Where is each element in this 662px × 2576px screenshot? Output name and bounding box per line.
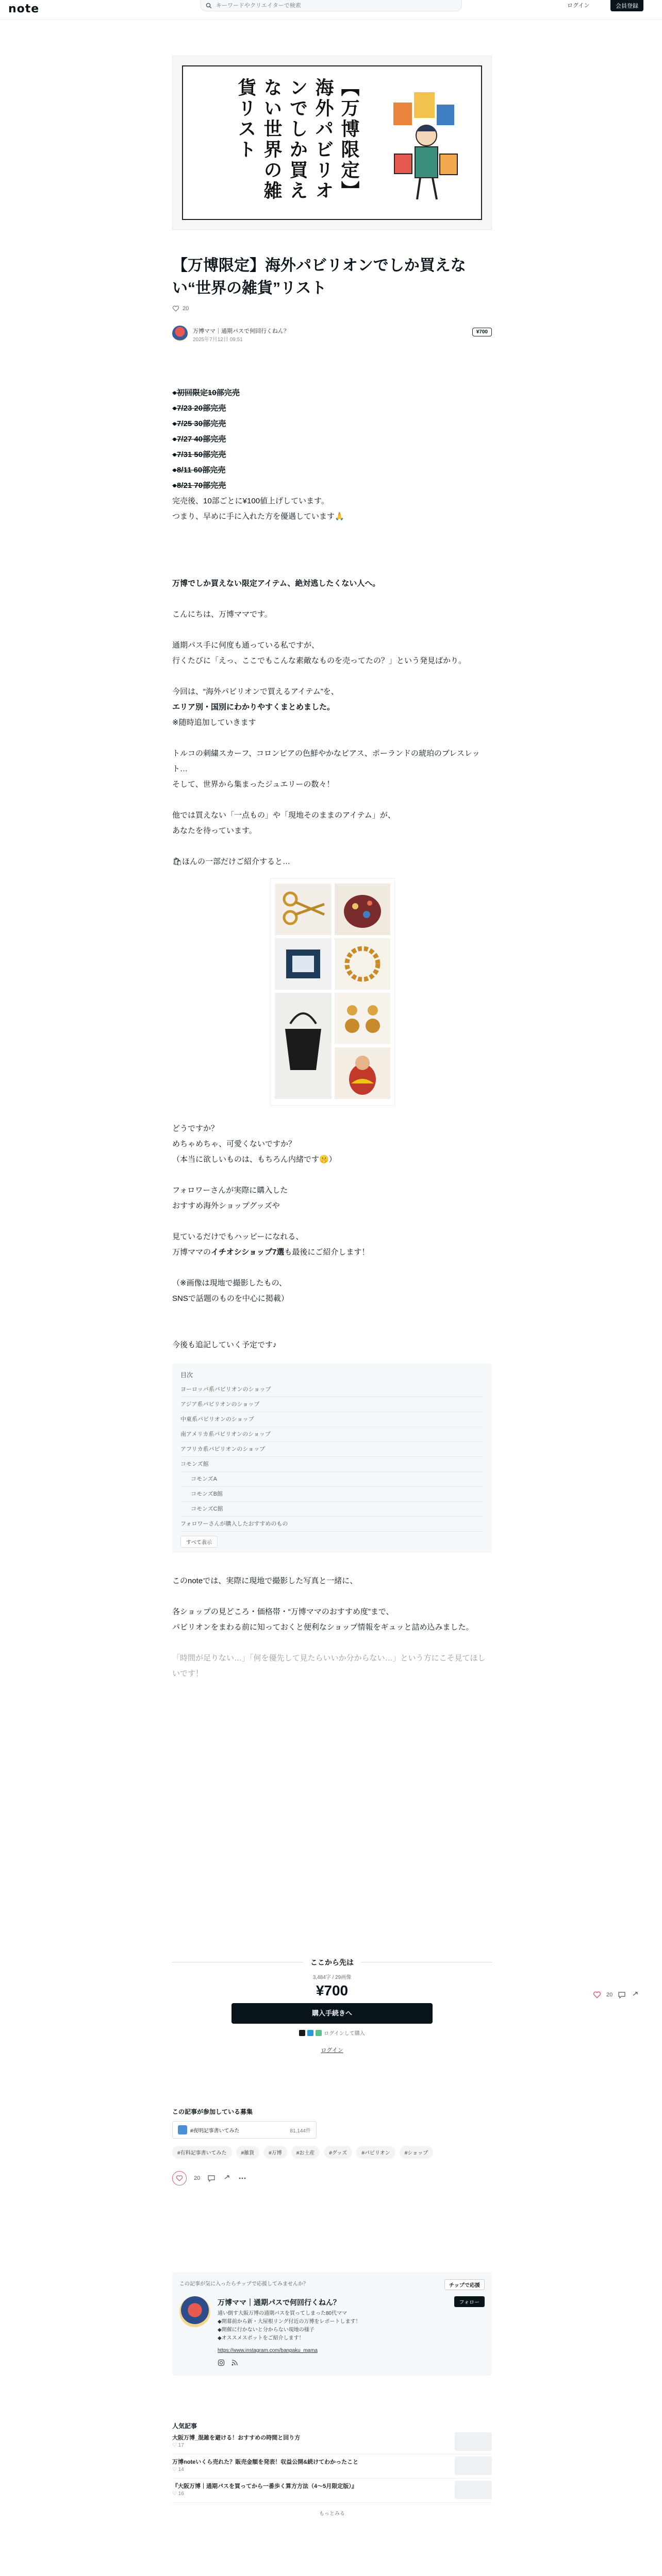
side-actions <box>593 1991 639 1999</box>
price-list-item: ●8/21 70部完売 <box>172 481 226 490</box>
purchase-button[interactable]: 購入手続きへ <box>231 2003 433 2024</box>
paywall-char-count: 3,484字 / 29画像 <box>312 1975 352 1980</box>
doll-photo <box>335 1047 390 1099</box>
article-title: 【万博限定】海外パビリオンでしか買えない“世界の雑貨”リスト <box>172 257 466 297</box>
register-button[interactable]: 会員登録 <box>610 0 643 11</box>
chip-button[interactable]: チップで応援 <box>444 2279 485 2290</box>
paywall-price: ¥700 <box>316 1982 349 1998</box>
earring-photo <box>335 993 390 1044</box>
toc-show-all-button[interactable]: すべて表示 <box>180 1536 218 1548</box>
toc-subitem[interactable]: コモンズA <box>180 1472 484 1487</box>
paragraph: パビリオンをまわる前に知っておくと便利なショップ情報をギュッと詰め込みました。 <box>172 1623 474 1632</box>
goods-photo <box>270 878 395 1106</box>
comment-icon[interactable] <box>207 2174 216 2182</box>
paragraph: エリア別・国別にわかりやすくまとめました。 <box>172 703 335 711</box>
box-photo <box>275 938 332 990</box>
payment-methods: ログインして購入 <box>172 2029 492 2037</box>
tag[interactable]: #雑貨 <box>236 2146 260 2159</box>
paragraph: あなたを待っています。 <box>172 826 257 835</box>
toc-item[interactable]: コモンズ館 <box>180 1457 484 1472</box>
paragraph: おすすめ海外ショップグッズや <box>172 1201 280 1210</box>
login-link[interactable]: ログイン <box>567 3 590 9</box>
price-note: 完売後、10部ごとに¥100値上げしています。 <box>172 497 329 505</box>
profile-link[interactable]: https://www.instagram.com/banpaku_mama <box>218 2348 318 2353</box>
toc-heading: 目次 <box>180 1371 193 1379</box>
bracelet-photo <box>335 938 390 990</box>
paywall-login-link[interactable]: ログイン <box>321 2047 343 2054</box>
paragraph: どうですか？ <box>172 1124 219 1133</box>
toc-item[interactable]: 中東系パビリオンのショップ <box>180 1412 484 1427</box>
share-icon[interactable] <box>223 2174 231 2182</box>
card-icon <box>299 2030 305 2036</box>
paragraph: SNSで話題のものを中心に掲載） <box>172 1294 289 1303</box>
follow-button[interactable]: フォロー <box>454 2296 485 2307</box>
tag-list <box>172 2146 492 2159</box>
price-badge: ¥700 <box>472 328 492 336</box>
paragraph: そして、世界から集まったジュエリーの数々！ <box>172 780 335 789</box>
price-list-item: ●7/27 40部完売 <box>172 435 226 444</box>
publish-date: 2025年7月12日 09:51 <box>193 337 243 343</box>
paywall <box>172 1956 492 2054</box>
popular-item[interactable]: 万博noteいくら売れた？販売金額を発表！収益公開&続けてわかったこと ♡ 14 <box>172 2454 492 2479</box>
toc-subitem[interactable]: コモンズB館 <box>180 1487 484 1502</box>
cover-illustration <box>383 82 466 206</box>
popular-section <box>172 2421 492 2517</box>
paragraph: （本当に欲しいものは、もちろん内緒です🤫） <box>172 1155 337 1164</box>
tag[interactable]: #グッズ <box>324 2146 352 2159</box>
paragraph: こんにちは、万博ママです。 <box>172 610 272 619</box>
instagram-icon[interactable] <box>218 2359 225 2366</box>
heart-icon[interactable] <box>593 1991 601 1999</box>
cover-title: 【万博限定】海外パビリオンでしか買えない世界の雑貨リスト <box>235 78 359 201</box>
share-icon[interactable] <box>631 1991 639 1999</box>
profile-bio: 通い倒す大阪万博の通期パスを買ってしまった80代ママ ◆開幕前から新・大屋根リング付近の万博をレポートします！ ◆開催に行かないと分からない現地の様子 ◆オススメスポットをご紹介します！ <box>218 2311 361 2341</box>
heart-icon <box>176 2175 183 2182</box>
toc-item[interactable]: ヨーロッパ系パビリオンのショップ <box>180 1382 484 1397</box>
author-name[interactable]: 万博ママ｜通期パスで何回行くねん？ <box>193 328 289 334</box>
popular-item[interactable]: 『大阪万博｜通期パスを買ってから一番歩く算方方法（4〜5月限定版）』 ♡ 16 <box>172 2479 492 2503</box>
price-list-item: ●7/25 30部完売 <box>172 419 226 428</box>
paragraph: （※画像は現地で撮影したもの、 <box>172 1279 287 1287</box>
comment-icon[interactable] <box>618 1991 626 1999</box>
table-of-contents <box>172 1363 492 1553</box>
paragraph: 今後も追記していく予定です♪ <box>172 1341 277 1349</box>
support-section <box>172 2272 492 2376</box>
paragraph: フォロワーさんが実際に購入した <box>172 1186 288 1195</box>
toc-item[interactable]: 南アメリカ系パビリオンのショップ <box>180 1427 484 1442</box>
popular-title: 人気記事 <box>172 2422 197 2430</box>
paragraph: 通期パス手に何度も通っている私ですが、 <box>172 641 320 650</box>
pouch-photo <box>335 884 390 935</box>
paragraph: 見ているだけでもハッピーになれる、 <box>172 1232 304 1241</box>
magazine-section-title: この記事が参加している募集 <box>172 2108 253 2115</box>
magazine-card[interactable] <box>172 2121 317 2139</box>
toc-item[interactable]: フォロワーさんが購入したおすすめのもの <box>180 1517 484 1532</box>
like-button[interactable] <box>172 2171 187 2185</box>
article <box>172 56 492 1682</box>
more-icon[interactable] <box>238 2174 246 2182</box>
tag[interactable]: #ショップ <box>400 2146 433 2159</box>
paragraph: 行くたびに「えっ、ここでもこんな素敵なものを売ってたの？」という発見ばかり。 <box>172 656 467 665</box>
paragraph: 万博ママのイチオシショップ7選も最後にご紹介します！ <box>172 1248 370 1257</box>
support-prompt: この記事が気に入ったらチップで応援してみませんか？ <box>179 2281 308 2287</box>
profile-card <box>179 2296 485 2368</box>
like-count: 20 <box>183 306 189 312</box>
tag[interactable]: #お土産 <box>291 2146 320 2159</box>
profile-avatar[interactable] <box>179 2296 210 2327</box>
price-list-item: ●8/11 60部完売 <box>172 466 226 474</box>
paragraph: 他では買えない「一点もの」や「現地そのままのアイテム」が、 <box>172 811 395 820</box>
paragraph: 🛍ほんの一部だけご紹介すると… <box>172 857 291 866</box>
tag[interactable]: #パビリオン <box>356 2146 395 2159</box>
search-box[interactable] <box>200 0 462 11</box>
profile-name[interactable]: 万博ママ｜通期パスで何回行くねん？ <box>218 2298 340 2307</box>
site-header <box>0 0 662 20</box>
lead-heading: 万博でしか買えない限定アイテム、絶対逃したくない人へ。 <box>172 579 380 588</box>
magazine-icon <box>178 2125 187 2134</box>
bag-photo <box>275 993 332 1099</box>
heart-icon[interactable] <box>172 305 179 312</box>
article-body <box>172 385 492 1353</box>
price-list-item: ●初回限定10部完売 <box>172 388 240 397</box>
toc-item[interactable]: アジア系パビリオンのショップ <box>180 1397 484 1412</box>
toc-subitem[interactable]: コモンズC館 <box>180 1502 484 1517</box>
magazine-section <box>172 2107 492 2185</box>
price-list-item: ●7/31 50部完売 <box>172 450 226 459</box>
popular-more-link[interactable]: もっとみる <box>319 2511 345 2517</box>
popular-thumbnail <box>455 2432 492 2451</box>
paragraph: ※随時追加していきます <box>172 718 256 727</box>
note-logo[interactable]: note <box>8 3 40 15</box>
author-row <box>172 326 492 344</box>
tag[interactable]: #有料記事書いてみた <box>172 2146 232 2159</box>
price-list-item: ●7/23 20部完売 <box>172 404 226 413</box>
side-like-count: 20 <box>606 1992 613 1998</box>
paragraph: 各ショップの見どころ・価格帯・“万博ママのおすすめ度”まで、 <box>172 1607 394 1616</box>
toc-item[interactable]: アフリカ系パビリオンのショップ <box>180 1442 484 1457</box>
faded-paragraph: 「時間が足りない…」「何を優先して見たらいいか分からない…」という方にこそ見てほしいです！ <box>172 1654 486 1678</box>
pay-icon <box>316 2030 322 2036</box>
magazine-count: 81,144件 <box>290 2128 311 2134</box>
paragraph: 今回は、“海外パビリオンで買えるアイテム”を、 <box>172 687 339 696</box>
cover-image <box>172 56 492 230</box>
reaction-like-count: 20 <box>194 2175 201 2181</box>
search-icon <box>206 3 212 9</box>
support-box <box>172 2272 492 2376</box>
rss-icon[interactable] <box>231 2359 238 2366</box>
article-meta <box>172 305 492 312</box>
magazine-name: #夜明記事書いてみた <box>190 2128 240 2134</box>
wallet-icon <box>307 2030 313 2036</box>
price-note: つまり、早めに手に入れた方を優遇しています🙏 <box>172 512 344 521</box>
popular-thumbnail <box>455 2481 492 2499</box>
scissors-photo <box>275 884 332 935</box>
popular-thumbnail <box>455 2456 492 2475</box>
paragraph: トルコの刺繍スカーフ、コロンビアの色鮮やかなピアス、ポーランドの琥珀のブレスレット… <box>172 749 480 773</box>
author-avatar[interactable] <box>172 326 188 341</box>
popular-item[interactable]: 大阪万博_混雑を避ける！おすすめの時間と回り方 ♡ 17 <box>172 2430 492 2454</box>
search-input[interactable] <box>215 2 454 9</box>
tag[interactable]: #万博 <box>263 2146 287 2159</box>
reaction-bar <box>172 2171 492 2185</box>
paragraph: めちゃめちゃ、可愛くないですか？ <box>172 1140 296 1148</box>
paywall-label: ここから先は <box>303 1957 361 1968</box>
paragraph: このnoteでは、実際に現地で撮影した写真と一緒に、 <box>172 1577 358 1585</box>
